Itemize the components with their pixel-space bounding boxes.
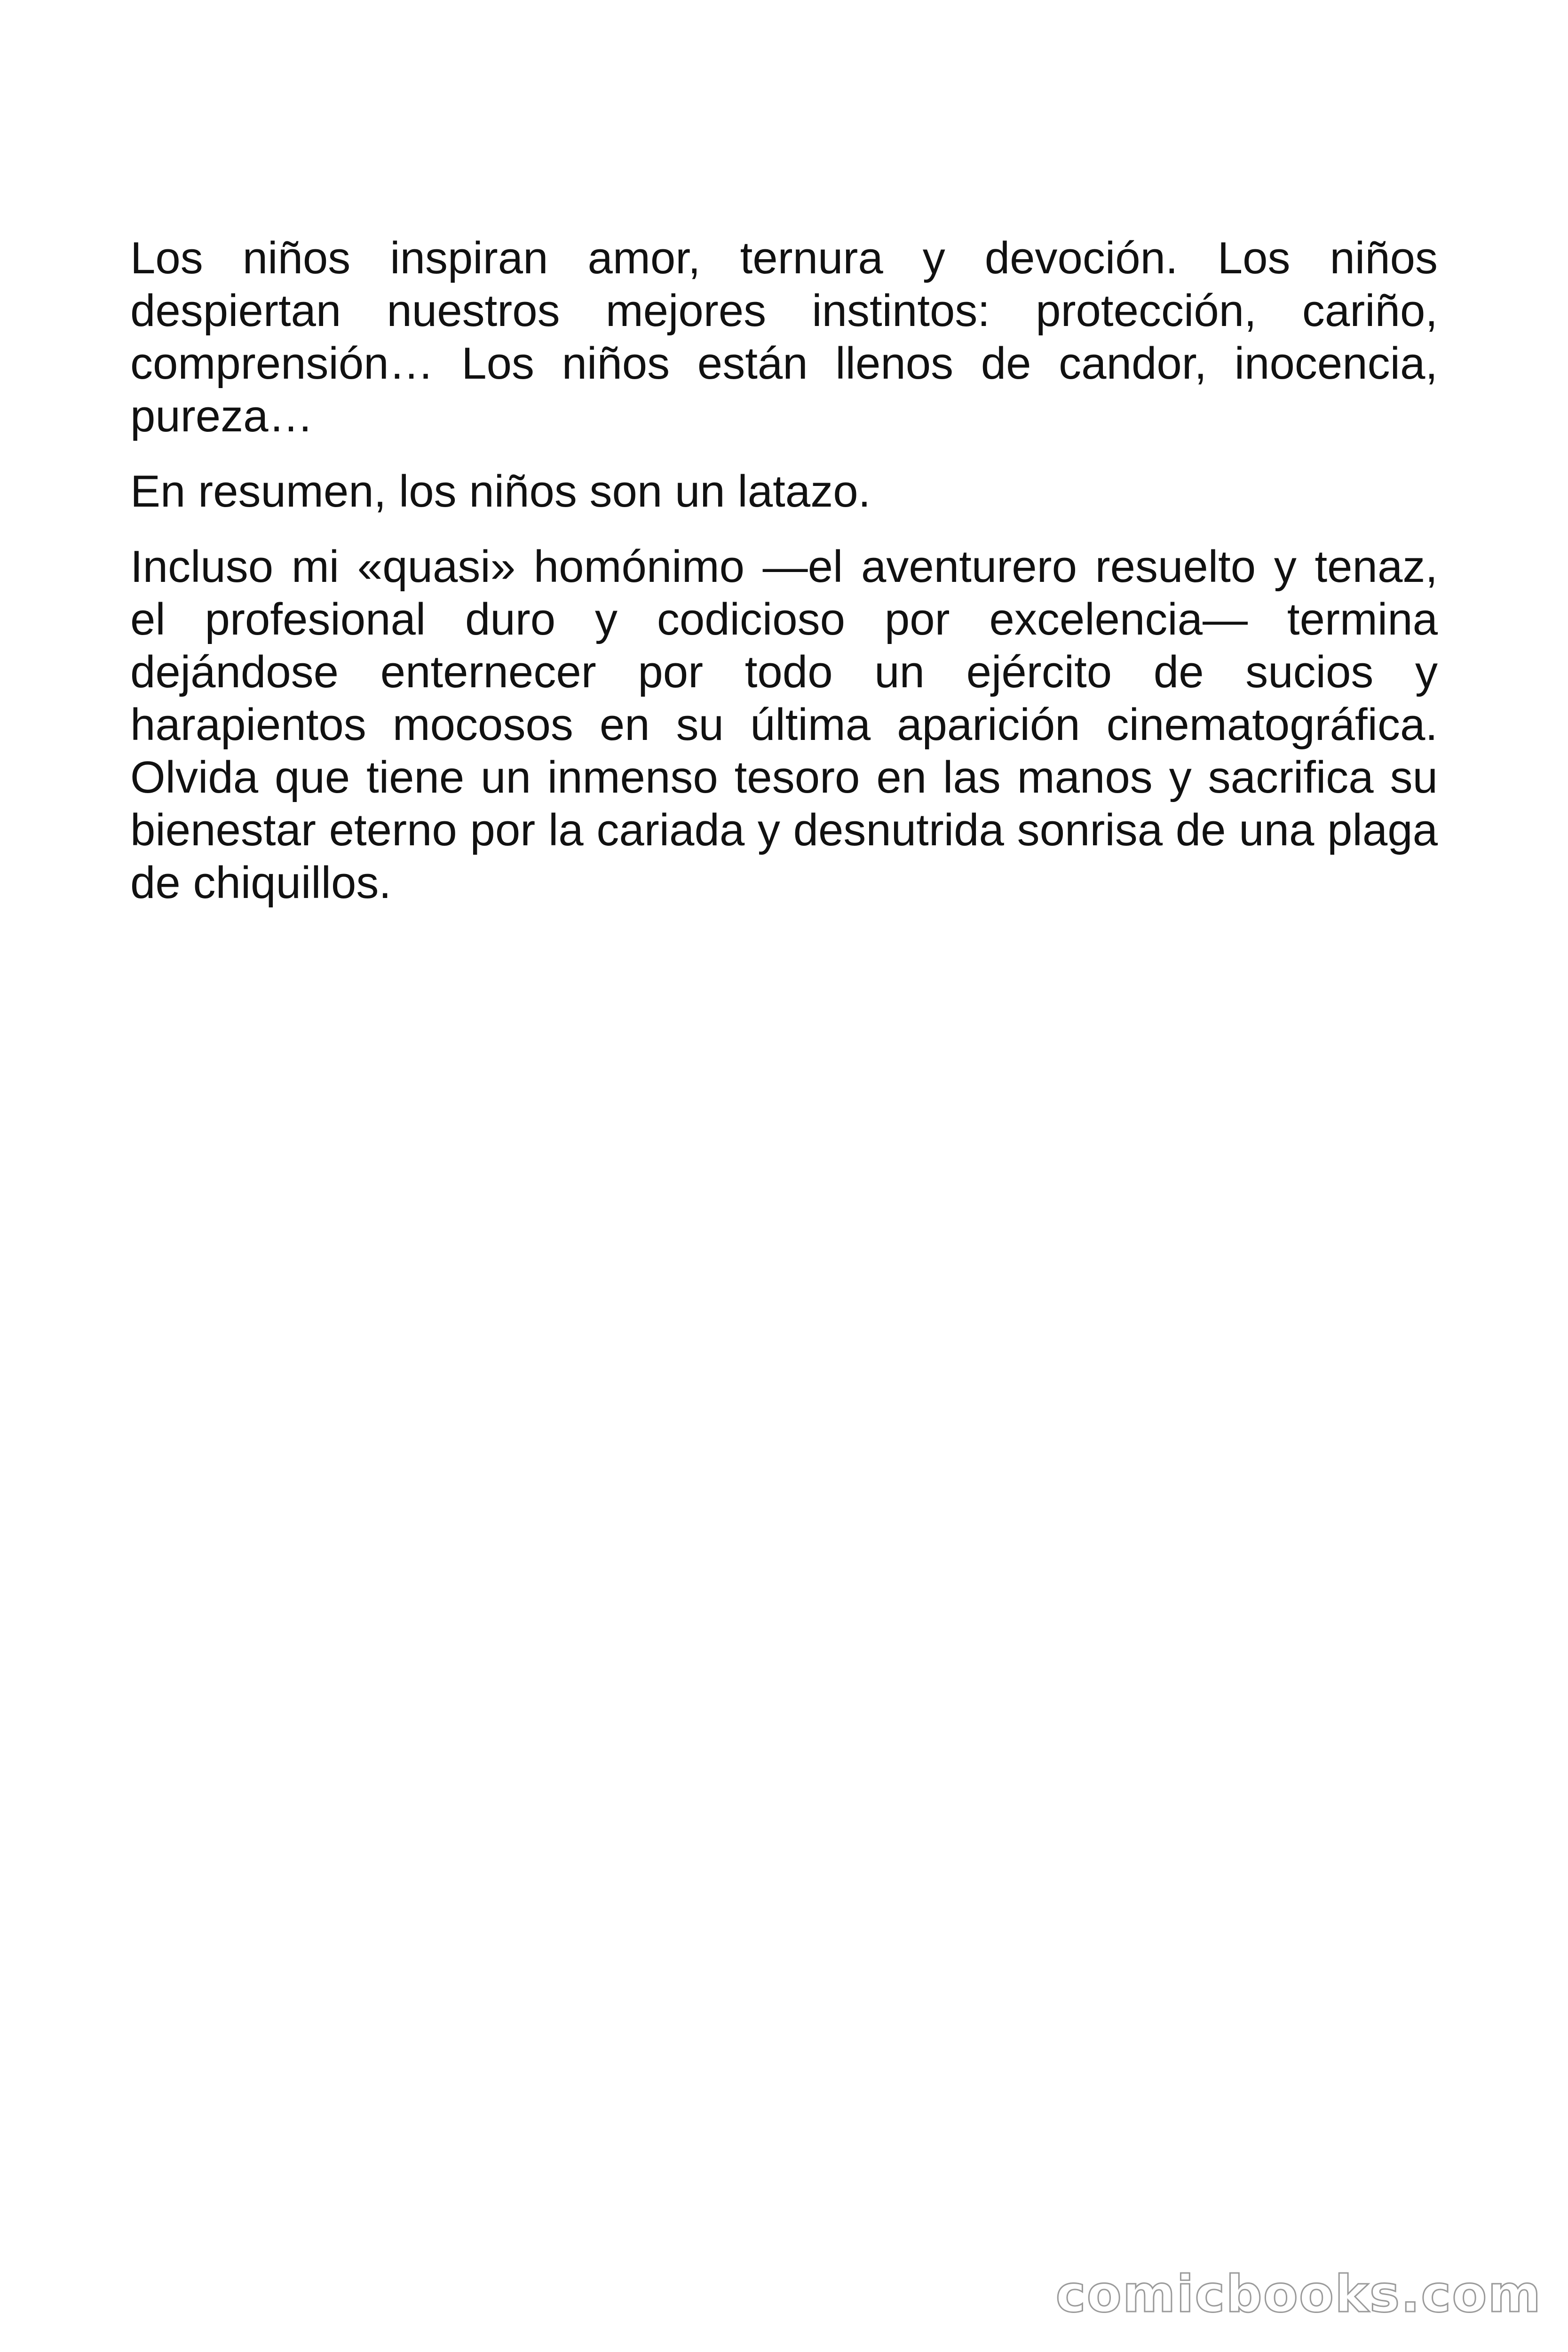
paragraph-homonym: Incluso mi «quasi» homónimo —el aventurero resuelto y tenaz, el profesional duro y codicioso por excelencia— termina dejándose enternecer por todo un ejército de sucios y harapientos mocosos en su última aparición cinematográfica. Olvida que tiene un inmenso tesoro en las manos y sacrifica su bienestar eterno por la cariada y desnutrida sonrisa de una plaga de chiquillos.: [130, 541, 1438, 908]
paragraph-summary: En resumen, los niños son un latazo.: [130, 466, 871, 516]
paragraph-intro: Los niños inspiran amor, ternura y devoción. Los niños despiertan nuestros mejores instintos: protección, cariño, comprensión… Los niños están llenos de candor, inocencia, pureza…: [130, 233, 1438, 441]
text-body: [130, 232, 1438, 932]
watermark: comicbooks.com: [1055, 2265, 1542, 2324]
